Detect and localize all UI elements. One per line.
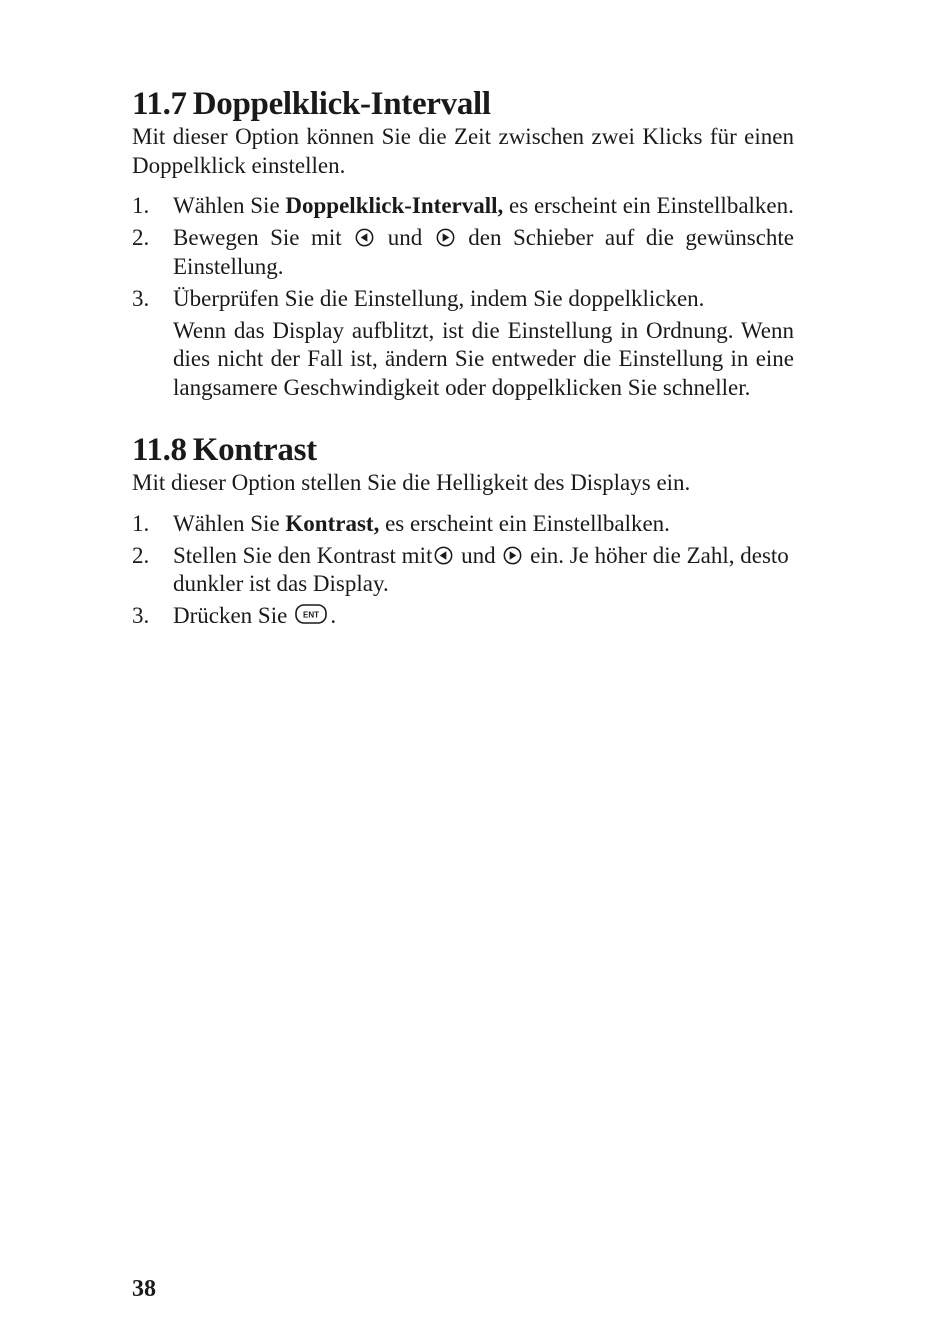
step-text-post: ein. Je höher die Zahl, desto dunkler ist das Display.: [173, 542, 789, 596]
ent-button-label: ENT: [303, 610, 320, 620]
list-marker: 3.: [132, 285, 150, 311]
section-title: Kontrast: [192, 432, 317, 468]
section-kontrast: [132, 432, 794, 631]
step-text-pre: Bewegen Sie mit: [173, 225, 342, 250]
section-number: 11.8: [132, 432, 187, 468]
step-text-mid: und: [387, 225, 423, 250]
list-item: [132, 542, 794, 599]
list-item: [132, 602, 794, 631]
ent-button-icon: [295, 604, 327, 624]
step-text-post: den Schieber auf die gewünschte Einstellung.: [173, 225, 795, 279]
page-number: 38: [132, 1276, 156, 1302]
step-text-pre: Drücken Sie: [173, 603, 288, 628]
section-doppelklick-intervall: [132, 86, 794, 402]
list-item: [132, 224, 794, 281]
right-arrow-button-icon: [436, 228, 455, 247]
step-text-bold: Doppelklick-Intervall,: [285, 193, 504, 218]
section-number: 11.7: [132, 86, 187, 122]
list-marker: 1.: [132, 193, 150, 218]
step-text-pre: Stellen Sie den Kontrast mit: [173, 542, 433, 568]
list-marker: 2.: [132, 542, 150, 568]
section-intro: Mit dieser Option stellen Sie die Helligkeit des Displays ein.: [132, 470, 691, 495]
section-heading: [132, 86, 794, 122]
left-arrow-button-icon: [355, 228, 374, 247]
section-heading: [132, 432, 794, 468]
list-item: [132, 285, 794, 314]
page-content: [132, 86, 794, 634]
list-item: [132, 192, 794, 221]
step-text-pre: Wählen Sie: [173, 193, 286, 218]
steps-list: [132, 510, 794, 631]
step-note: Wenn das Display aufblitzt, ist die Einstellung in Ordnung. Wenn dies nicht der Fall ist, ändern Sie entweder die Einstellung in eine langsamere Geschwindigkeit oder doppelklicken Sie schneller.: [173, 317, 794, 400]
step-text-mid: und: [461, 542, 496, 568]
list-item: [132, 510, 794, 539]
right-arrow-button-icon: [503, 546, 522, 565]
steps-list: [132, 192, 794, 313]
step-text-post: es erscheint ein Einstellbalken.: [379, 510, 670, 536]
list-marker: 2.: [132, 225, 150, 250]
list-marker: 3.: [132, 603, 150, 628]
step-text-bold: Kontrast,: [285, 510, 380, 536]
step-text-post: .: [330, 603, 337, 628]
step-text: Überprüfen Sie die Einstellung, indem Sie doppelklicken.: [173, 285, 705, 311]
section-title: Doppelklick-Intervall: [192, 86, 491, 122]
list-marker: 1.: [132, 510, 150, 536]
section-intro: Mit dieser Option können Sie die Zeit zwischen zwei Klicks für einen Doppelklick einstellen.: [132, 124, 794, 178]
left-arrow-button-icon: [434, 546, 453, 565]
step-text-pre: Wählen Sie: [173, 510, 286, 536]
step-text-post: es erscheint ein Einstellbalken.: [503, 193, 794, 218]
